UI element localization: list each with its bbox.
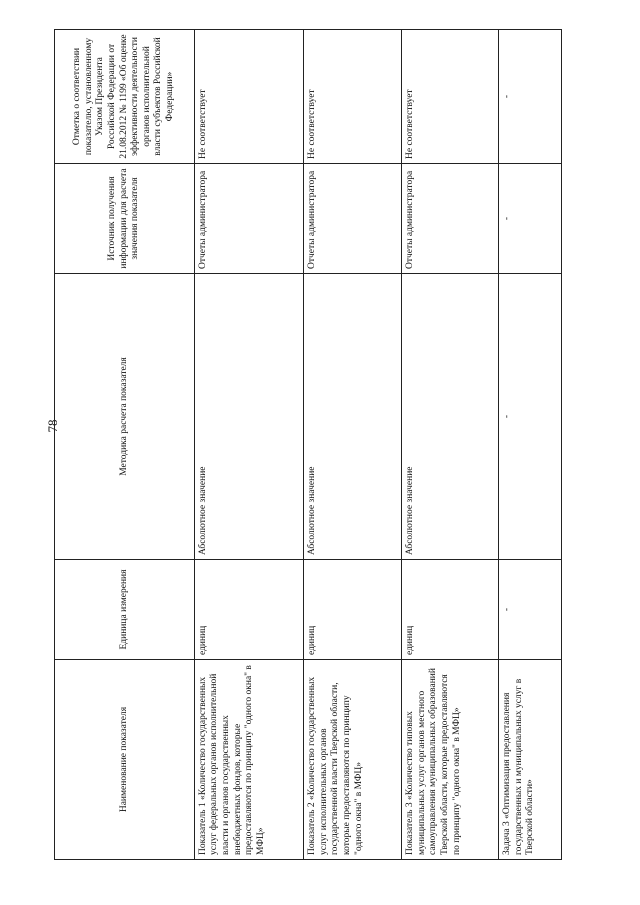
table-row bbox=[499, 30, 562, 860]
cell-unit: единиц bbox=[402, 560, 499, 660]
cell-method: Абсолютное значение bbox=[402, 274, 499, 560]
page-number: 78 bbox=[45, 419, 60, 433]
header-source: Источник получения информации для расчета значения показателя bbox=[55, 164, 195, 274]
cell-unit: единиц bbox=[304, 560, 402, 660]
cell-mark: Не соответствует bbox=[402, 30, 499, 164]
cell-name: Задача 3 «Оптимизация предоставления государственных и муниципальных услуг в Тверской области» bbox=[499, 660, 562, 860]
header-method: Методика расчета показателя bbox=[55, 274, 195, 560]
cell-name: Показатель 2 «Количество государственных услуг исполнительных органов государственной власти Тверской области, которые предоставляются по принципу "одного окна" в МФЦ» bbox=[304, 660, 402, 860]
cell-mark: Не соответствует bbox=[304, 30, 402, 164]
cell-mark: - bbox=[499, 30, 562, 164]
header-unit: Единица измерения bbox=[55, 560, 195, 660]
cell-method: - bbox=[499, 274, 562, 560]
cell-source: - bbox=[499, 164, 562, 274]
header-decree-mark: Отметка о соответствии показателю, установленному Указом Президента Российской Федерации от 21.08.2012 № 1199 «Об оценке эффективности деятельности органов исполнительной власти субъектов Российской Федерации» bbox=[55, 30, 195, 164]
rotated-table-frame bbox=[54, 30, 562, 860]
cell-method: Абсолютное значение bbox=[304, 274, 402, 560]
cell-source: Отчеты администратора bbox=[194, 164, 303, 274]
cell-source: Отчеты администратора bbox=[402, 164, 499, 274]
indicators-table bbox=[54, 29, 562, 860]
table-row bbox=[402, 30, 499, 860]
table-row bbox=[194, 30, 303, 860]
cell-mark: Не соответствует bbox=[194, 30, 303, 164]
cell-unit: единиц bbox=[194, 560, 303, 660]
cell-method: Абсолютное значение bbox=[194, 274, 303, 560]
cell-source: Отчеты администратора bbox=[304, 164, 402, 274]
cell-name: Показатель 3 «Количество типовых муниципальных услуг органов местного самоуправления муниципальных образований Тверской области, которые предоставляются по принципу "одного окна" в МФЦ» bbox=[402, 660, 499, 860]
cell-name: Показатель 1 «Количество государственных услуг федеральных органов исполнительной власти и органов государственных внебюджетных фондов, которые предоставляются по принципу "одного окна" в МФЦ» bbox=[194, 660, 303, 860]
table-row bbox=[304, 30, 402, 860]
header-indicator-name: Наименование показателя bbox=[55, 660, 195, 860]
cell-unit: - bbox=[499, 560, 562, 660]
table-header-row bbox=[55, 30, 195, 860]
